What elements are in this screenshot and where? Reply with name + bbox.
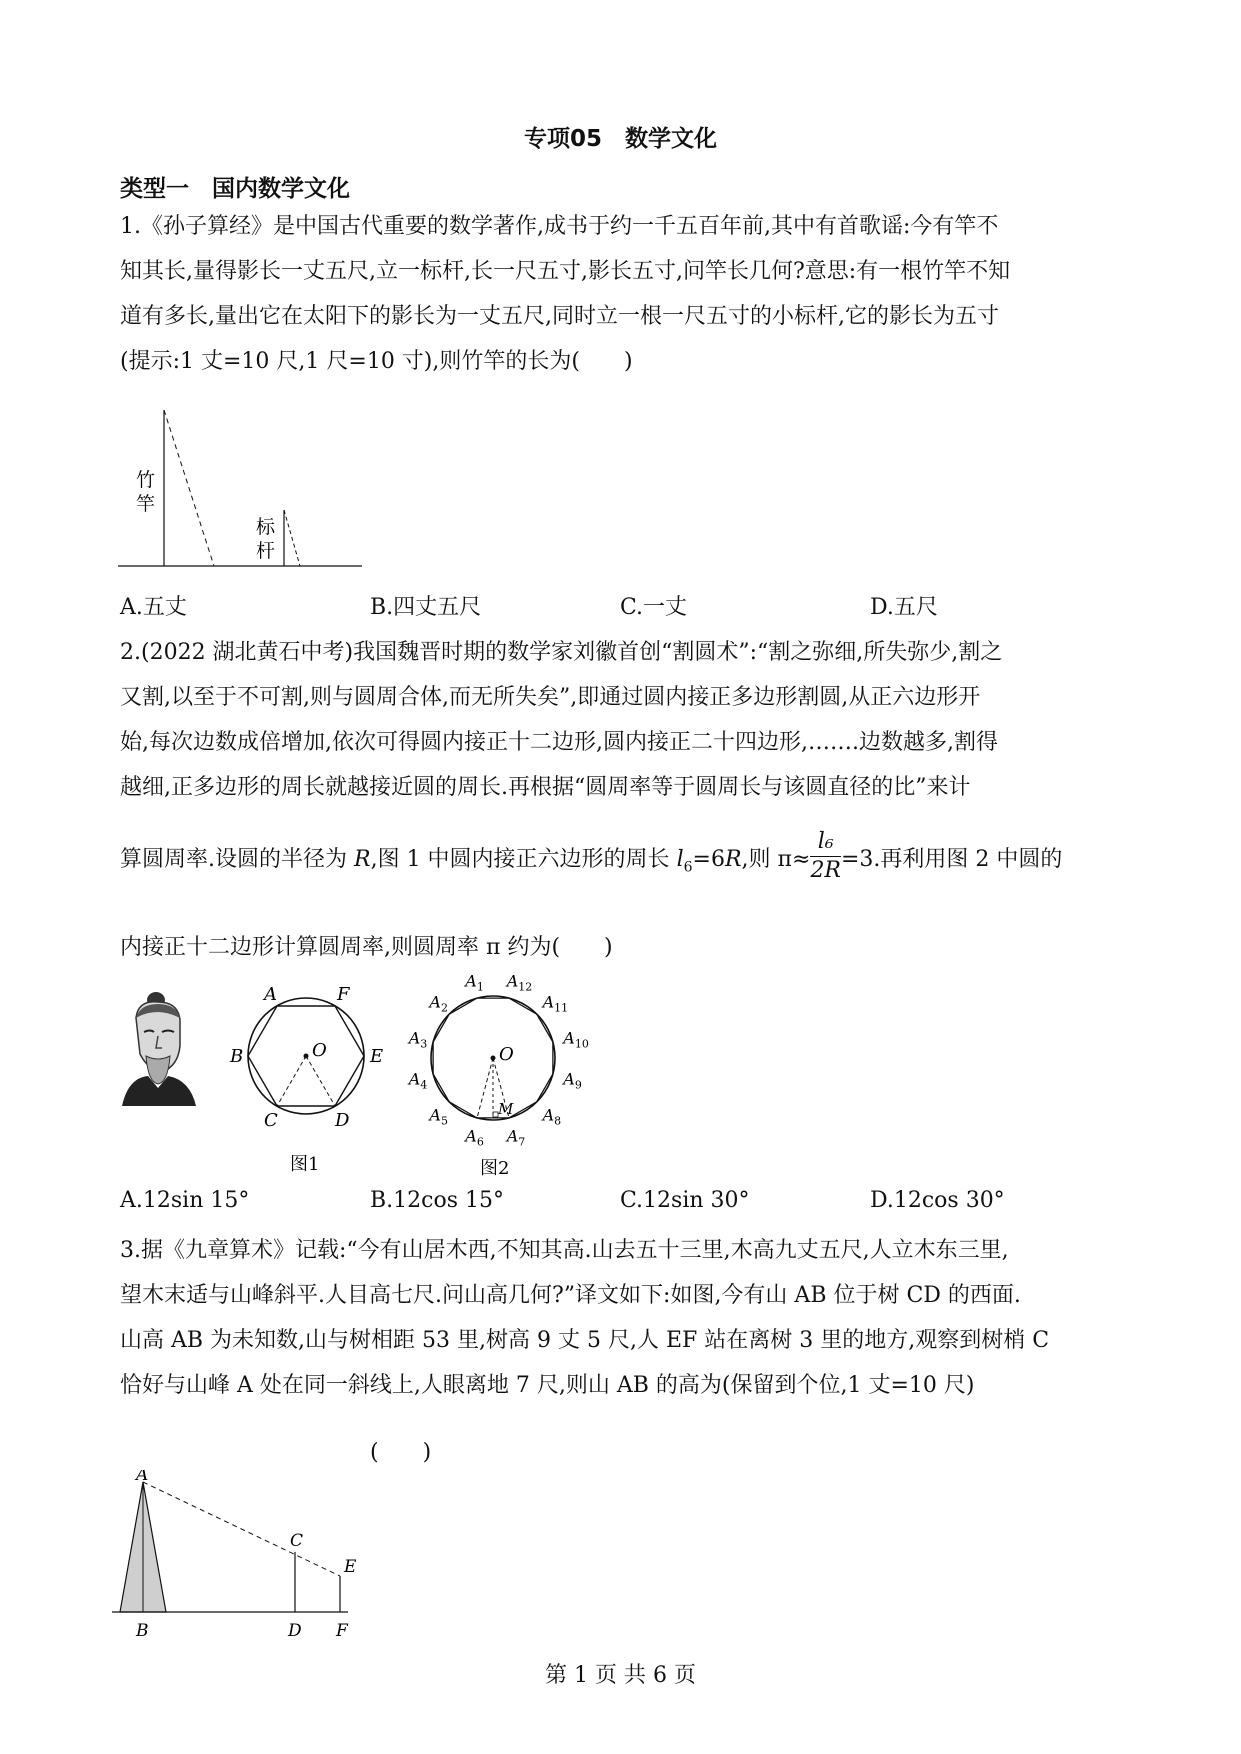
question-1-text (120, 204, 1125, 384)
vertex-label-a7: $A_7$ (506, 1126, 526, 1149)
sight-line (143, 1482, 340, 1576)
vertex-label-a4: $A_4$ (408, 1069, 428, 1092)
bamboo-shadow-ray (164, 410, 214, 566)
vertex-label-a1: $A_1$ (465, 971, 484, 994)
q2-line: 越细,正多边形的周长就越接近圆的周长.再根据“圆周率等于圆周长与该圆直径的比”来计 (120, 775, 971, 800)
marker-shadow-ray (284, 510, 300, 566)
label-a: A (136, 1470, 149, 1485)
q1-line: 知其长,量得影长一丈五尺,立一标杆,长一尺五寸,影长五寸,问竿长几何?意思:有一根竹竿不知 (120, 259, 1011, 284)
q1-option-d: D.五尺 (870, 595, 938, 620)
figure-2-dodecagon (398, 970, 598, 1184)
label-o: O (499, 1044, 514, 1065)
q2-line: 始,每次边数成倍增加,依次可得圆内接正十二边形,圆内接正二十四边形,…….边数越多,割得 (120, 730, 998, 755)
marker-label-2: 杆 (256, 540, 276, 562)
q1-option-b: B.四丈五尺 (370, 595, 482, 620)
label-d: D (335, 1110, 350, 1131)
q3-line: 3.据《九章算术》记载:“今有山居木西,不知其高.山去五十三里,木高九丈五尺,人立木东三里, (120, 1238, 1009, 1263)
pi-fraction: $\frac{\text{l₆}}{2R}$ (810, 828, 841, 883)
label-c: C (290, 1531, 304, 1551)
marker-label-1: 标 (256, 516, 276, 538)
q2-options (120, 1188, 1125, 1218)
vertex-label-a5: $A_5$ (429, 1105, 448, 1128)
label-o: O (312, 1040, 327, 1061)
label-e: E (344, 1557, 357, 1577)
question-3-text (120, 1228, 1125, 1408)
q1-line: 道有多长,量出它在太阳下的影长为一丈五尺,同时立一根一尺五寸的小标杆,它的影长为五寸 (120, 304, 999, 329)
q2-line: 2.(2022 湖北黄石中考)我国魏晋时期的数学家刘徽首创“割圆术”:“割之弥细,所失弥少,割之 (120, 640, 1003, 665)
section-title: 类型一 国内数学文化 (120, 176, 350, 202)
question-2-text (120, 630, 1125, 810)
vertex-label-a10: $A_{10}$ (563, 1028, 589, 1051)
label-e: E (370, 1046, 384, 1067)
vertex-label-a9: $A_9$ (563, 1069, 582, 1092)
q2-option-d: D.12cos 30° (870, 1188, 1005, 1213)
q1-figure (118, 400, 368, 579)
bamboo-label-1: 竹 (136, 469, 156, 491)
label-m: M (498, 1100, 514, 1118)
q2-option-a: A.12sin 15° (120, 1188, 250, 1213)
page-title: 专项05 数学文化 (523, 126, 717, 152)
q2-option-b: B.12cos 15° (370, 1188, 504, 1213)
q3-line: 山高 AB 为未知数,山与树相距 53 里,树高 9 丈 5 尺,人 EF 站在离树 3 里的地方,观察到树梢 C (120, 1328, 1050, 1353)
vertex-label-a11: $A_{11}$ (542, 992, 569, 1015)
label-a: A (264, 984, 277, 1005)
liu-hui-portrait (118, 988, 198, 1112)
q3-line: 望木末适与山峰斜平.人目高七尺.问山高几何?”译文如下:如图,今有山 AB 位于树 CD 的西面. (120, 1283, 1021, 1308)
bamboo-label-2: 竿 (136, 493, 156, 515)
label-c: C (264, 1110, 278, 1131)
vertex-label-a6: $A_6$ (465, 1126, 484, 1149)
vertex-label-a8: $A_8$ (542, 1105, 562, 1128)
q2-line: 又割,以至于不可割,则与圆周合体,而无所失矣”,即通过圆内接正多边形割圆,从正六边形开 (120, 685, 981, 710)
label-f: F (336, 1621, 348, 1641)
label-b: B (230, 1046, 244, 1067)
vertex-label-a3: $A_3$ (408, 1028, 428, 1051)
label-b: B (136, 1621, 149, 1641)
q1-option-c: C.一丈 (620, 595, 688, 620)
q3-answer-blank: ( ) (370, 1440, 432, 1465)
figure-1-hexagon (222, 978, 402, 1182)
q2-formula-line: 算圆周率.设圆的半径为 R,图 1 中圆内接正六边形的周长 $l_6=6R$,则 π≈ $\frac{\text{l₆}}{2R}$ =3.再利用图 2 中圆的 (120, 828, 1063, 883)
q2-question-line: 内接正十二边形计算圆周率,则圆周率 π 约为( ) (120, 935, 613, 960)
q3-line: 恰好与山峰 A 处在同一斜线上,人眼离地 7 尺,则山 AB 的高为(保留到个位,1 丈=10 尺) (120, 1373, 975, 1398)
label-d: D (288, 1621, 302, 1641)
q1-option-a: A.五丈 (120, 595, 187, 620)
q2-option-c: C.12sin 30° (620, 1188, 750, 1213)
page-footer: 第 1 页 共 6 页 (545, 1663, 696, 1688)
q1-line: (提示:1 丈=10 尺,1 尺=10 寸),则竹竿的长为( ) (120, 349, 633, 374)
label-f: F (337, 984, 350, 1005)
q1-options (120, 590, 1125, 620)
figure-1-caption: 图1 (290, 1154, 320, 1175)
q3-figure (112, 1470, 372, 1649)
vertex-label-a12: $A_{12}$ (506, 971, 533, 994)
figure-2-caption: 图2 (480, 1158, 510, 1179)
vertex-label-a2: $A_2$ (429, 992, 448, 1015)
q1-line: 1.《孙子算经》是中国古代重要的数学著作,成书于约一千五百年前,其中有首歌谣:今有竿不 (120, 214, 999, 239)
